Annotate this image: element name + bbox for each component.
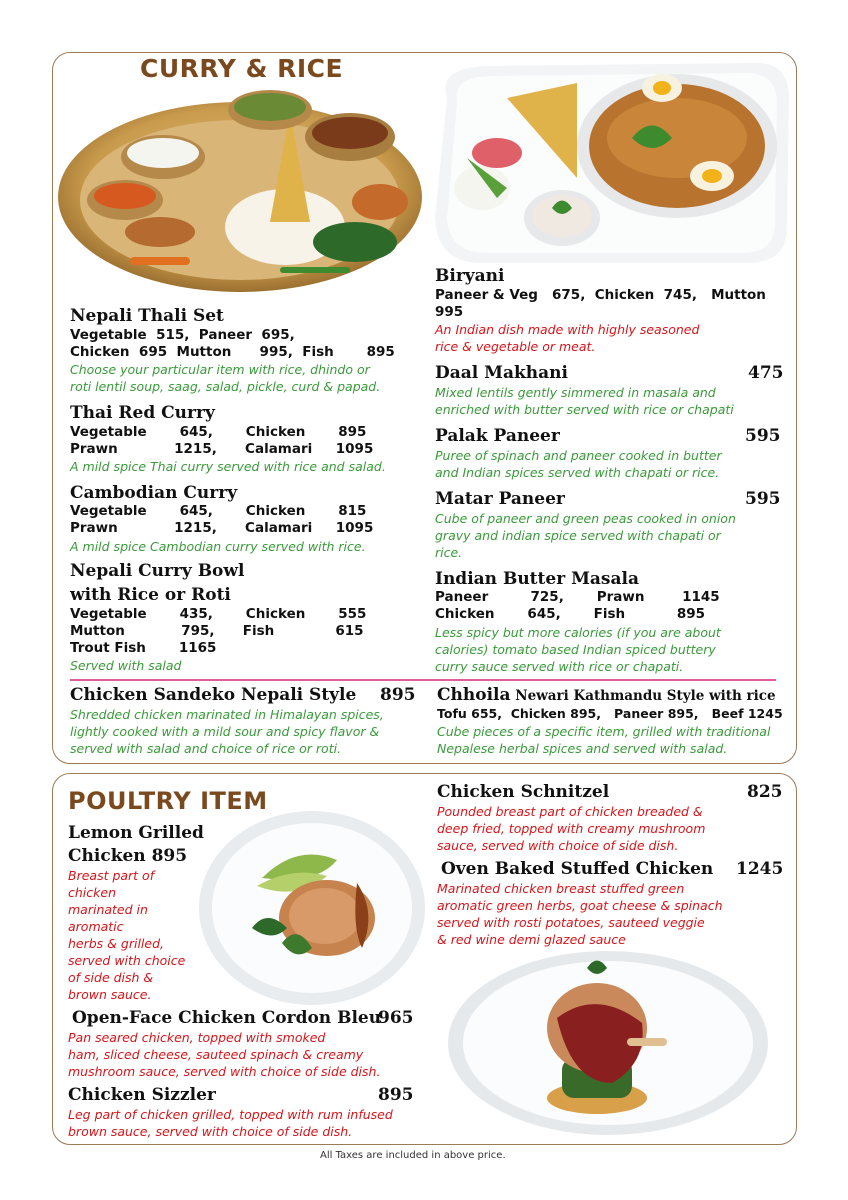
chhoila-name: Chhoila <box>437 685 511 705</box>
cambodian-curry-name: Cambodian Curry <box>70 483 238 503</box>
nepali-thali-desc-1: Choose your particular item with rice, dhindo or <box>70 362 370 377</box>
cordon-bleu-name: Open-Face Chicken Cordon Bleu <box>72 1008 382 1028</box>
daal-makhani-desc-2: enriched with butter served with rice or chapati <box>435 402 734 417</box>
thai-curry-name: Thai Red Curry <box>70 403 215 423</box>
section-divider <box>70 679 776 681</box>
cordon-bleu-desc-3: mushroom sauce, served with choice of side dish. <box>68 1064 381 1079</box>
thai-curry-prices-1: Vegetable 645, Chicken 895 <box>70 424 367 440</box>
thai-curry-desc: A mild spice Thai curry served with rice and salad. <box>70 459 386 474</box>
curry-bowl-desc: Served with salad <box>70 658 182 673</box>
sandeko-desc-1: Shredded chicken marinated in Himalayan spices, <box>70 707 384 722</box>
biryani-desc-2: rice & vegetable or meat. <box>435 339 596 354</box>
butter-masala-name: Indian Butter Masala <box>435 569 639 589</box>
biryani-prices-2: 995 <box>435 304 464 320</box>
daal-makhani-desc-1: Mixed lentils gently simmered in masala and <box>435 385 716 400</box>
curry-bowl-prices-2: Mutton 795, Fish 615 <box>70 623 364 639</box>
sizzler-desc-1: Leg part of chicken grilled, topped with rum infused <box>68 1107 393 1122</box>
chhoila-prices: Tofu 655, Chicken 895, Paneer 895, Beef 1245 <box>437 706 783 721</box>
palak-paneer-price: 595 <box>745 426 781 446</box>
lemon-chicken-desc-5: herbs & grilled, <box>68 936 164 951</box>
butter-masala-prices-1: Paneer 725, Prawn 1145 <box>435 589 720 605</box>
lemon-chicken-desc-1: Breast part of <box>68 868 155 883</box>
curry-bowl-prices-1: Vegetable 435, Chicken 555 <box>70 606 367 622</box>
biryani-desc-1: An Indian dish made with highly seasoned <box>435 322 700 337</box>
nepali-thali-desc-2: roti lentil soup, saag, salad, pickle, curd & papad. <box>70 379 381 394</box>
butter-masala-desc-3: curry sauce served with rice or chapati. <box>435 659 684 674</box>
stuffed-chicken-price: 1245 <box>736 859 784 879</box>
matar-paneer-price: 595 <box>745 489 781 509</box>
tax-footnote: All Taxes are included in above price. <box>320 1150 506 1161</box>
schnitzel-desc-2: deep fried, topped with creamy mushroom <box>437 821 706 836</box>
sandeko-desc-3: served with salad and choice of rice or roti. <box>70 741 342 756</box>
stuffed-chicken-desc-3: served with rosti potatoes, sauteed veggie <box>437 915 705 930</box>
stuffed-chicken-plate-image <box>447 948 769 1138</box>
butter-masala-desc-2: calories) tomato based Indian spiced buttery <box>435 642 716 657</box>
biryani-name: Biryani <box>435 266 505 286</box>
curry-bowl-name-2: with Rice or Roti <box>70 585 231 605</box>
chhoila-desc-1: Cube pieces of a specific item, grilled with traditional <box>437 724 771 739</box>
matar-paneer-desc-2: gravy and indian spice served with chapati or <box>435 528 721 543</box>
sizzler-price: 895 <box>378 1085 414 1105</box>
curry-bowl-name-1: Nepali Curry Bowl <box>70 561 245 581</box>
matar-paneer-desc-1: Cube of paneer and green peas cooked in onion <box>435 511 736 526</box>
sandeko-price: 895 <box>380 685 416 705</box>
nepali-thali-name: Nepali Thali Set <box>70 306 224 326</box>
palak-paneer-name: Palak Paneer <box>435 426 560 446</box>
thali-plate-image <box>55 82 425 300</box>
stuffed-chicken-desc-2: aromatic green herbs, goat cheese & spinach <box>437 898 723 913</box>
palak-paneer-desc-2: and Indian spices served with chapati or rice. <box>435 465 720 480</box>
curry-bowl-prices-3: Trout Fish 1165 <box>70 640 217 656</box>
cambodian-curry-prices-1: Vegetable 645, Chicken 815 <box>70 503 367 519</box>
nepali-thali-prices-1: Vegetable 515, Paneer 695, <box>70 327 295 343</box>
lemon-chicken-desc-2: chicken <box>68 885 116 900</box>
butter-masala-prices-2: Chicken 645, Fish 895 <box>435 606 706 622</box>
cordon-bleu-price: 965 <box>378 1008 414 1028</box>
thai-curry-prices-2: Prawn 1215, Calamari 1095 <box>70 441 374 457</box>
sandeko-name: Chicken Sandeko Nepali Style <box>70 685 357 705</box>
stuffed-chicken-name: Oven Baked Stuffed Chicken <box>441 859 714 879</box>
curry-rice-heading: CURRY & RICE <box>140 54 344 83</box>
chhoila-desc-2: Nepalese herbal spices and served with salad. <box>437 741 728 756</box>
cordon-bleu-desc-1: Pan seared chicken, topped with smoked <box>68 1030 326 1045</box>
daal-makhani-name: Daal Makhani <box>435 363 568 383</box>
chhoila-subtitle: Newari Kathmandu Style with rice <box>510 688 776 704</box>
cambodian-curry-prices-2: Prawn 1215, Calamari 1095 <box>70 520 374 536</box>
lemon-chicken-desc-8: brown sauce. <box>68 987 152 1002</box>
lemon-chicken-name-1: Lemon Grilled <box>68 823 204 843</box>
nepali-thali-prices-2: Chicken 695 Mutton 995, Fish 895 <box>70 344 395 360</box>
stuffed-chicken-desc-1: Marinated chicken breast stuffed green <box>437 881 685 896</box>
matar-paneer-desc-3: rice. <box>435 545 463 560</box>
lemon-chicken-desc-6: served with choice <box>68 953 186 968</box>
butter-masala-desc-1: Less spicy but more calories (if you are about <box>435 625 721 640</box>
schnitzel-desc-3: sauce, served with choice of side dish. <box>437 838 679 853</box>
poultry-heading: POULTRY ITEM <box>68 787 268 815</box>
lemon-chicken-name-2: Chicken 895 <box>68 846 188 866</box>
cambodian-curry-desc: A mild spice Cambodian curry served with rice. <box>70 539 366 554</box>
lemon-chicken-desc-4: aromatic <box>68 919 124 934</box>
schnitzel-desc-1: Pounded breast part of chicken breaded & <box>437 804 703 819</box>
daal-makhani-price: 475 <box>748 363 784 383</box>
biryani-prices-1: Paneer & Veg 675, Chicken 745, Mutton <box>435 287 766 303</box>
palak-paneer-desc-1: Puree of spinach and paneer cooked in butter <box>435 448 722 463</box>
stuffed-chicken-desc-4: & red wine demi glazed sauce <box>437 932 626 947</box>
matar-paneer-name: Matar Paneer <box>435 489 565 509</box>
schnitzel-name: Chicken Schnitzel <box>437 782 610 802</box>
sizzler-desc-2: brown sauce, served with choice of side dish. <box>68 1124 353 1139</box>
sizzler-name: Chicken Sizzler <box>68 1085 216 1105</box>
chhoila-title <box>437 685 776 705</box>
lemon-chicken-desc-7: of side dish & <box>68 970 154 985</box>
lemon-chicken-desc-3: marinated in <box>68 902 148 917</box>
biryani-plate-image <box>427 58 795 266</box>
cordon-bleu-desc-2: ham, sliced cheese, sauteed spinach & creamy <box>68 1047 364 1062</box>
lemon-chicken-plate-image <box>197 808 427 1008</box>
schnitzel-price: 825 <box>747 782 783 802</box>
sandeko-desc-2: lightly cooked with a mild sour and spicy flavor & <box>70 724 380 739</box>
